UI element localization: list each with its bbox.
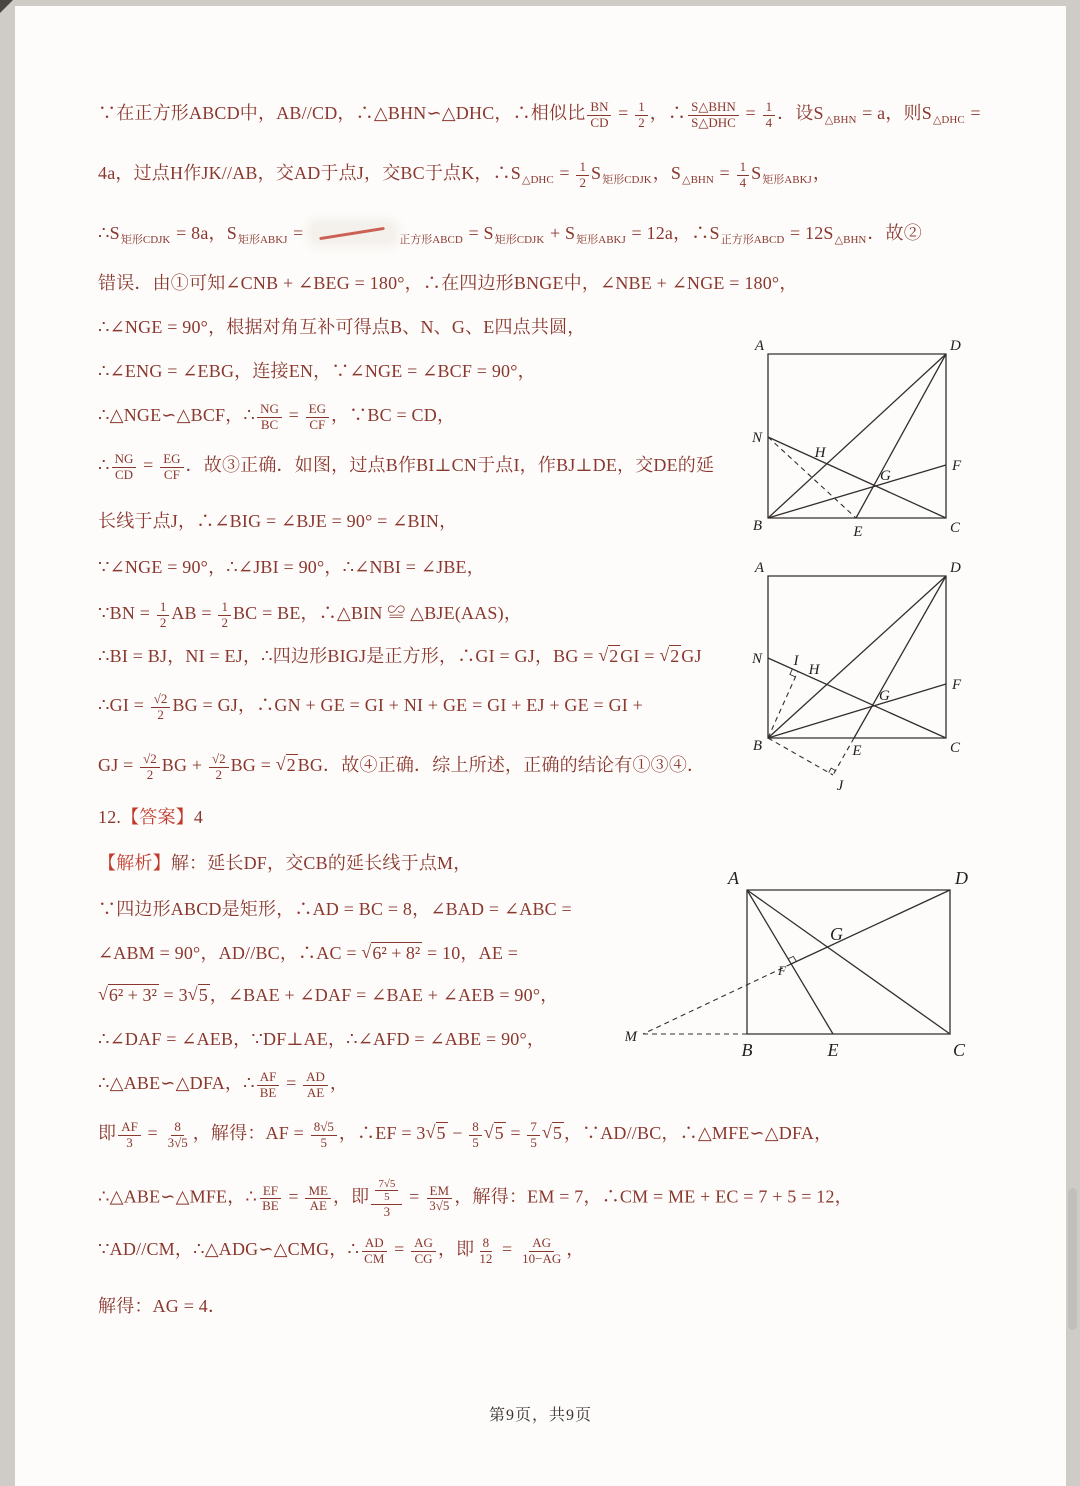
fraction bbox=[688, 100, 739, 130]
fraction bbox=[157, 600, 170, 630]
solution-line-25 bbox=[98, 1295, 226, 1318]
text-segment: = bbox=[613, 103, 634, 124]
label-C: C bbox=[950, 740, 961, 756]
text-segment: = 8a，S bbox=[171, 223, 237, 243]
fraction-denominator: 2 bbox=[146, 766, 154, 782]
radicand: 2 bbox=[286, 755, 296, 776]
text-segment: = 12S bbox=[785, 223, 834, 243]
solution-line-4 bbox=[98, 272, 798, 295]
fraction bbox=[737, 160, 750, 190]
document-page bbox=[15, 6, 1066, 1486]
subscript: 矩形ABKJ bbox=[762, 174, 812, 187]
fraction-denominator: CF bbox=[163, 466, 180, 482]
text-segment: S bbox=[590, 163, 602, 184]
fraction-denominator: 3 bbox=[383, 1203, 391, 1219]
solution-line-20 bbox=[98, 1028, 545, 1051]
text-segment: ∵∠NGE = 90°，∴∠JBI = 90°，∴∠NBI = ∠JBE， bbox=[98, 557, 485, 577]
solution-line-22 bbox=[98, 1120, 832, 1150]
text-segment: = bbox=[505, 1123, 526, 1144]
fraction bbox=[426, 1184, 452, 1214]
text-segment: = 3 bbox=[158, 985, 188, 1005]
fraction bbox=[375, 1178, 398, 1204]
text-segment: = bbox=[138, 455, 159, 476]
radical bbox=[484, 1122, 506, 1145]
text-segment: ，∵AD//BC，∴△MFE∽△DFA， bbox=[563, 1123, 833, 1144]
subscript: △BHN bbox=[834, 234, 867, 246]
text-segment: AB = bbox=[171, 603, 217, 624]
fraction bbox=[527, 1120, 540, 1150]
label-G: G bbox=[880, 468, 891, 484]
text-segment: ∴∠ENG = ∠EBG，连接EN，∵∠NGE = ∠BCF = 90°， bbox=[98, 361, 536, 381]
fraction-numerator: √2 bbox=[209, 752, 229, 768]
fraction-numerator: EG bbox=[306, 402, 329, 418]
label-F: F bbox=[778, 963, 786, 978]
fraction-denominator: CF bbox=[309, 416, 326, 432]
fraction bbox=[763, 100, 776, 130]
fraction-numerator: 8 bbox=[480, 1236, 493, 1252]
solution-line-19 bbox=[98, 984, 558, 1007]
radical bbox=[542, 1122, 564, 1145]
subscript: 矩形ABKJ bbox=[237, 234, 288, 246]
fraction-numerator: √2 bbox=[151, 692, 171, 708]
solution-line-11 bbox=[98, 600, 522, 630]
text-segment: ∴△ABE∽△DFA，∴ bbox=[98, 1073, 255, 1094]
fraction bbox=[209, 752, 229, 782]
fraction-numerator: 7√5 bbox=[375, 1178, 398, 1191]
solution-line-8 bbox=[98, 452, 714, 482]
fraction bbox=[118, 1120, 141, 1150]
line-BF bbox=[768, 465, 946, 518]
radical bbox=[361, 942, 422, 965]
text-segment: ∴△NGE∽△BCF，∴ bbox=[98, 405, 256, 426]
fraction-numerator: NG bbox=[257, 402, 282, 418]
text-segment: = bbox=[714, 163, 735, 184]
text-segment: GJ bbox=[681, 646, 702, 666]
fraction-denominator: 2 bbox=[157, 706, 164, 722]
text-segment: ∴GI = bbox=[98, 695, 149, 716]
text-segment: ，即 bbox=[437, 1239, 475, 1260]
fraction-denominator: CG bbox=[414, 1250, 433, 1266]
subscript: △BHN bbox=[682, 174, 714, 187]
text-segment: ，解得：AF = bbox=[192, 1123, 309, 1144]
fraction-numerator: AF bbox=[257, 1070, 280, 1086]
text-segment: 解得：AG = 4． bbox=[98, 1296, 227, 1316]
solution-line-16 bbox=[98, 852, 471, 875]
fraction-numerator: 1 bbox=[218, 600, 231, 616]
line-BD bbox=[768, 354, 946, 518]
solution-line-2 bbox=[98, 160, 831, 190]
text-segment: = bbox=[283, 1186, 304, 1207]
subscript: △BHN bbox=[824, 114, 857, 127]
text-segment: = 12a，∴S bbox=[626, 223, 720, 243]
fraction bbox=[257, 1070, 280, 1100]
fraction-denominator: 3√5 bbox=[167, 1134, 188, 1150]
text-segment: ∵AD//CM，∴△ADG∽△CMG，∴ bbox=[98, 1239, 360, 1260]
fraction-denominator: AE bbox=[306, 1084, 325, 1100]
fraction-numerator: 8 bbox=[171, 1120, 184, 1136]
subscript: 矩形CDJK bbox=[494, 234, 545, 246]
label-A: A bbox=[754, 562, 764, 576]
text-segment: ∴BI = BJ，NI = EJ，∴四边形BIGJ是正方形，∴GI = GJ，BG = bbox=[98, 646, 599, 666]
fraction-denominator: 5 bbox=[530, 1134, 537, 1150]
radical bbox=[426, 1122, 448, 1145]
fraction-denominator: BE bbox=[262, 1198, 279, 1214]
radicand: 2 bbox=[670, 646, 680, 666]
fraction-numerator: 7 bbox=[527, 1120, 540, 1136]
text-segment: = bbox=[288, 223, 309, 243]
fraction-denominator: AE bbox=[309, 1198, 327, 1214]
text-segment: GI = bbox=[620, 646, 660, 666]
fraction-denominator: S△DHC bbox=[691, 114, 736, 130]
fraction bbox=[160, 452, 183, 482]
fraction bbox=[587, 100, 611, 130]
fraction-denominator: CD bbox=[590, 114, 609, 130]
solution-line-13 bbox=[98, 692, 643, 722]
text-segment: BG．故④正确．综上所述，正确的结论有①③④． bbox=[297, 755, 706, 776]
subscript: 矩形ABKJ bbox=[576, 234, 626, 246]
fraction-denominator: 2 bbox=[159, 614, 167, 630]
line-DE bbox=[856, 354, 946, 518]
highlight-label: 【答案】 bbox=[121, 807, 194, 827]
fraction-numerator: EM bbox=[427, 1184, 453, 1200]
nested-fraction bbox=[371, 1178, 402, 1219]
text-segment: ∴△ABE∽△MFE，∴ bbox=[98, 1186, 258, 1207]
label-A: A bbox=[728, 868, 739, 888]
fraction bbox=[635, 100, 648, 130]
fraction-denominator: 5 bbox=[384, 1191, 390, 1204]
fraction-denominator: 2 bbox=[221, 614, 228, 630]
fraction-denominator: 12 bbox=[479, 1250, 493, 1266]
label-C: C bbox=[953, 1040, 966, 1060]
label-B: B bbox=[741, 1040, 753, 1060]
label-A: A bbox=[754, 338, 764, 354]
geometry-diagram-square-2 bbox=[750, 562, 965, 812]
text-segment: ， bbox=[566, 1239, 585, 1260]
text-segment: = 10，AE = bbox=[422, 943, 519, 963]
text-segment: = bbox=[497, 1239, 518, 1260]
solution-line-7 bbox=[98, 402, 455, 432]
label-F: F bbox=[952, 458, 962, 474]
radical-sign: √ bbox=[483, 1122, 494, 1143]
fraction-denominator: CD bbox=[115, 466, 134, 482]
fraction-numerator: AG bbox=[411, 1236, 436, 1252]
line-NC bbox=[768, 437, 946, 518]
fraction-denominator: 3√5 bbox=[429, 1198, 450, 1214]
radical-sign: √ bbox=[598, 645, 609, 665]
fraction bbox=[165, 1120, 191, 1150]
dashed-line-EJ bbox=[833, 738, 854, 775]
label-D: D bbox=[950, 338, 961, 354]
solution-line-15 bbox=[98, 806, 203, 829]
label-B: B bbox=[752, 738, 762, 754]
subscript: 矩形CDJK bbox=[120, 234, 171, 246]
radical bbox=[98, 984, 159, 1007]
solution-line-10 bbox=[98, 556, 485, 579]
fraction-denominator: BC bbox=[260, 416, 279, 432]
fraction-numerator: 1 bbox=[763, 100, 776, 116]
subscript: 正方形ABCD bbox=[399, 234, 463, 246]
label-F: F bbox=[952, 677, 962, 693]
line-AE bbox=[747, 890, 833, 1034]
label-E: E bbox=[852, 743, 862, 759]
fraction bbox=[218, 600, 231, 630]
label-N: N bbox=[751, 430, 762, 446]
radical-sign: √ bbox=[187, 984, 198, 1004]
fraction bbox=[303, 1070, 328, 1100]
text-segment: 错误．由①可知∠CNB + ∠BEG = 180°，∴在四边形BNGE中，∠NBE + ∠NGE = 180°， bbox=[98, 273, 798, 293]
fraction bbox=[411, 1236, 436, 1266]
text-segment: ，解得：EM = 7，∴CM = ME + EC = 7 + 5 = 12， bbox=[454, 1186, 853, 1207]
label-B: B bbox=[752, 518, 762, 534]
text-segment: − bbox=[447, 1123, 468, 1144]
scrollbar-thumb[interactable] bbox=[1068, 1188, 1077, 1330]
solution-line-6 bbox=[98, 360, 536, 383]
fraction-numerator: 1 bbox=[157, 600, 170, 616]
solution-line-23 bbox=[98, 1178, 853, 1219]
fraction-numerator: AG bbox=[529, 1236, 554, 1252]
geometry-diagram-rectangle bbox=[625, 862, 985, 1067]
text-segment: ∠ABM = 90°，AD//BC，∴AC = bbox=[98, 943, 362, 963]
radical-sign: √ bbox=[98, 984, 108, 1004]
fraction bbox=[469, 1120, 482, 1150]
text-segment: ∴S bbox=[98, 223, 120, 243]
fraction-numerator: 8√5 bbox=[311, 1120, 337, 1136]
label-G: G bbox=[830, 924, 843, 944]
text-segment: ，∴EF = 3 bbox=[338, 1123, 426, 1144]
fraction-numerator: AD bbox=[303, 1070, 328, 1086]
text-segment: BC = BE，∴△BIN ≌ △BJE(AAS)， bbox=[232, 603, 523, 624]
text-segment: BG = GJ，∴GN + GE = GI + NI + GE = GI + EJ + GE = GI + bbox=[172, 695, 644, 716]
dashed-line-BI bbox=[768, 671, 798, 738]
radical-sign: √ bbox=[275, 754, 286, 775]
fraction-denominator: 2 bbox=[638, 114, 645, 130]
line-NC bbox=[768, 658, 946, 738]
text-segment: ，∠BAE + ∠DAF = ∠BAE + ∠AEB = 90°， bbox=[209, 985, 559, 1005]
text-segment: = bbox=[740, 103, 761, 124]
text-segment: ，∵BC = CD， bbox=[330, 405, 456, 426]
fraction bbox=[311, 1120, 337, 1150]
text-segment: ∴ bbox=[98, 455, 110, 476]
text-segment: = S bbox=[463, 223, 494, 243]
text-segment: = bbox=[142, 1123, 163, 1144]
radical-sign: √ bbox=[425, 1122, 436, 1143]
dashed-line-FM bbox=[643, 964, 791, 1034]
fraction-denominator: BE bbox=[259, 1084, 277, 1100]
line-DF bbox=[791, 890, 950, 964]
radical bbox=[659, 645, 681, 668]
text-segment: ，即 bbox=[332, 1186, 370, 1207]
fraction-numerator: EF bbox=[260, 1184, 281, 1200]
text-segment: BG + bbox=[161, 755, 207, 776]
subscript: 正方形ABCD bbox=[720, 234, 785, 246]
text-segment: BG = bbox=[230, 755, 276, 776]
fraction bbox=[257, 402, 282, 432]
solution-line-5 bbox=[98, 316, 585, 339]
fraction-numerator: NG bbox=[112, 452, 137, 468]
fraction-denominator: 3 bbox=[126, 1134, 133, 1150]
fraction bbox=[151, 692, 171, 722]
line-DE bbox=[854, 576, 946, 738]
fraction-numerator: BN bbox=[587, 100, 611, 116]
radicand: 2 bbox=[609, 646, 619, 666]
text-segment: + S bbox=[545, 223, 576, 243]
text-segment: ．故③正确．如图，过点B作BI⊥CN于点I，作BJ⊥DE，交DE的延 bbox=[185, 455, 715, 476]
text-segment: ．设S bbox=[777, 103, 824, 124]
text-segment: = bbox=[283, 405, 304, 426]
solution-line-12 bbox=[98, 645, 702, 668]
subscript: △DHC bbox=[932, 114, 965, 127]
fraction-numerator: ME bbox=[305, 1184, 331, 1200]
geometry-diagram-square-1 bbox=[750, 338, 965, 548]
fraction bbox=[476, 1236, 495, 1266]
label-D: D bbox=[955, 868, 968, 888]
fraction-denominator: 5 bbox=[472, 1134, 479, 1150]
fraction-denominator: 2 bbox=[579, 174, 586, 190]
text-segment: 解：延长DF，交CB的延长线于点M， bbox=[170, 853, 472, 873]
fraction-numerator: S△BHN bbox=[688, 100, 739, 116]
text-segment: = a，则S bbox=[857, 103, 932, 124]
fraction bbox=[576, 160, 589, 190]
text-segment: 长线于点J，∴∠BIG = ∠BJE = 90° = ∠BIN， bbox=[98, 511, 458, 531]
fraction-denominator: CM bbox=[364, 1250, 385, 1266]
text-segment: 即 bbox=[98, 1123, 117, 1144]
text-segment: = bbox=[281, 1073, 302, 1094]
fraction bbox=[305, 1184, 331, 1214]
fraction bbox=[519, 1236, 564, 1266]
text-segment: = bbox=[389, 1239, 410, 1260]
text-segment: 12. bbox=[98, 807, 122, 827]
label-H: H bbox=[814, 445, 826, 461]
solution-line-24 bbox=[98, 1236, 584, 1266]
solution-line-21 bbox=[98, 1070, 348, 1100]
text-segment: ∵四边形ABCD是矩形，∴AD = BC = 8，∠BAD = ∠ABC = bbox=[98, 899, 572, 919]
text-segment: = bbox=[554, 163, 575, 184]
fraction-denominator: 2 bbox=[215, 766, 223, 782]
text-segment: ∵BN = bbox=[98, 603, 155, 624]
label-D: D bbox=[950, 562, 961, 576]
text-segment: 4a，过点H作JK//AB，交AD于点J，交BC于点K，∴S bbox=[98, 163, 522, 184]
label-E: E bbox=[853, 524, 863, 540]
fraction-denominator: 4 bbox=[739, 174, 747, 190]
fraction-denominator: 5 bbox=[320, 1134, 328, 1150]
solution-line-18 bbox=[98, 942, 518, 965]
text-segment: ∴∠NGE = 90°，根据对角互补可得点B、N、G、E四点共圆， bbox=[98, 317, 586, 337]
fraction bbox=[361, 1236, 387, 1266]
radicand: 6² + 8² bbox=[372, 943, 421, 963]
fraction-numerator: EG bbox=[160, 452, 183, 468]
radical bbox=[276, 754, 298, 777]
text-segment: ，S bbox=[652, 163, 682, 184]
fraction bbox=[140, 752, 160, 782]
radicand: 5 bbox=[552, 1123, 562, 1144]
fraction-numerator: 1 bbox=[635, 100, 648, 116]
text-segment: ∴∠DAF = ∠AEB，∵DF⊥AE，∴∠AFD = ∠ABE = 90°， bbox=[98, 1029, 546, 1049]
line-AC bbox=[747, 890, 950, 1034]
line-BF bbox=[768, 684, 946, 738]
solution-line-17 bbox=[98, 898, 572, 921]
text-segment: ， bbox=[329, 1073, 349, 1094]
dashed-line-BJ bbox=[768, 738, 833, 775]
text-segment: = bbox=[404, 1186, 425, 1207]
blur-redaction bbox=[311, 223, 395, 243]
fraction-numerator: 1 bbox=[737, 160, 750, 176]
fraction-numerator bbox=[371, 1178, 402, 1205]
solution-line-9 bbox=[98, 510, 457, 533]
radicand: 6² + 3² bbox=[108, 985, 157, 1005]
radicand: 5 bbox=[198, 985, 208, 1005]
fraction-numerator: 1 bbox=[576, 160, 589, 176]
radical-sign: √ bbox=[659, 645, 670, 665]
solution-line-3 bbox=[98, 222, 922, 247]
label-J: J bbox=[836, 778, 844, 794]
text-segment: S bbox=[751, 163, 762, 184]
fraction bbox=[112, 452, 137, 482]
fraction-numerator: 8 bbox=[469, 1120, 482, 1136]
fraction bbox=[306, 402, 329, 432]
label-H: H bbox=[808, 662, 820, 678]
text-segment: ， bbox=[812, 163, 832, 184]
text-segment: ．故② bbox=[867, 223, 922, 243]
text-segment: = bbox=[965, 103, 981, 124]
subscript: 矩形CDJK bbox=[602, 174, 652, 187]
radical bbox=[188, 984, 210, 1007]
text-segment: ∵在正方形ABCD中，AB//CD，∴△BHN∽△DHC，∴相似比 bbox=[98, 103, 586, 124]
page-footer: 第9页，共9页 bbox=[488, 1407, 592, 1424]
label-C: C bbox=[950, 520, 961, 536]
fraction-numerator: √2 bbox=[140, 752, 160, 768]
radical bbox=[598, 645, 620, 668]
text-segment: 4 bbox=[193, 807, 204, 827]
text-segment: GJ = bbox=[98, 755, 139, 776]
radical-sign: √ bbox=[361, 942, 372, 962]
photo-corner-artifact bbox=[0, 0, 13, 13]
fraction-denominator: 4 bbox=[765, 114, 773, 130]
label-N: N bbox=[751, 651, 762, 667]
fraction-numerator: AF bbox=[118, 1120, 141, 1136]
radicand: 5 bbox=[494, 1123, 504, 1144]
label-M: M bbox=[625, 1029, 637, 1045]
text-segment: ，∴ bbox=[649, 103, 687, 124]
radical-sign: √ bbox=[541, 1122, 552, 1143]
label-G: G bbox=[879, 688, 890, 704]
label-I: I bbox=[793, 653, 799, 669]
fraction-denominator: 10−AG bbox=[522, 1250, 562, 1266]
radicand: 5 bbox=[436, 1123, 446, 1144]
fraction-numerator: AD bbox=[362, 1236, 387, 1252]
highlight-label: 【解析】 bbox=[98, 853, 171, 873]
subscript: △DHC bbox=[522, 174, 554, 187]
solution-line-14 bbox=[98, 752, 705, 782]
fraction bbox=[259, 1184, 282, 1214]
solution-line-1 bbox=[98, 100, 981, 130]
label-E: E bbox=[827, 1040, 839, 1060]
